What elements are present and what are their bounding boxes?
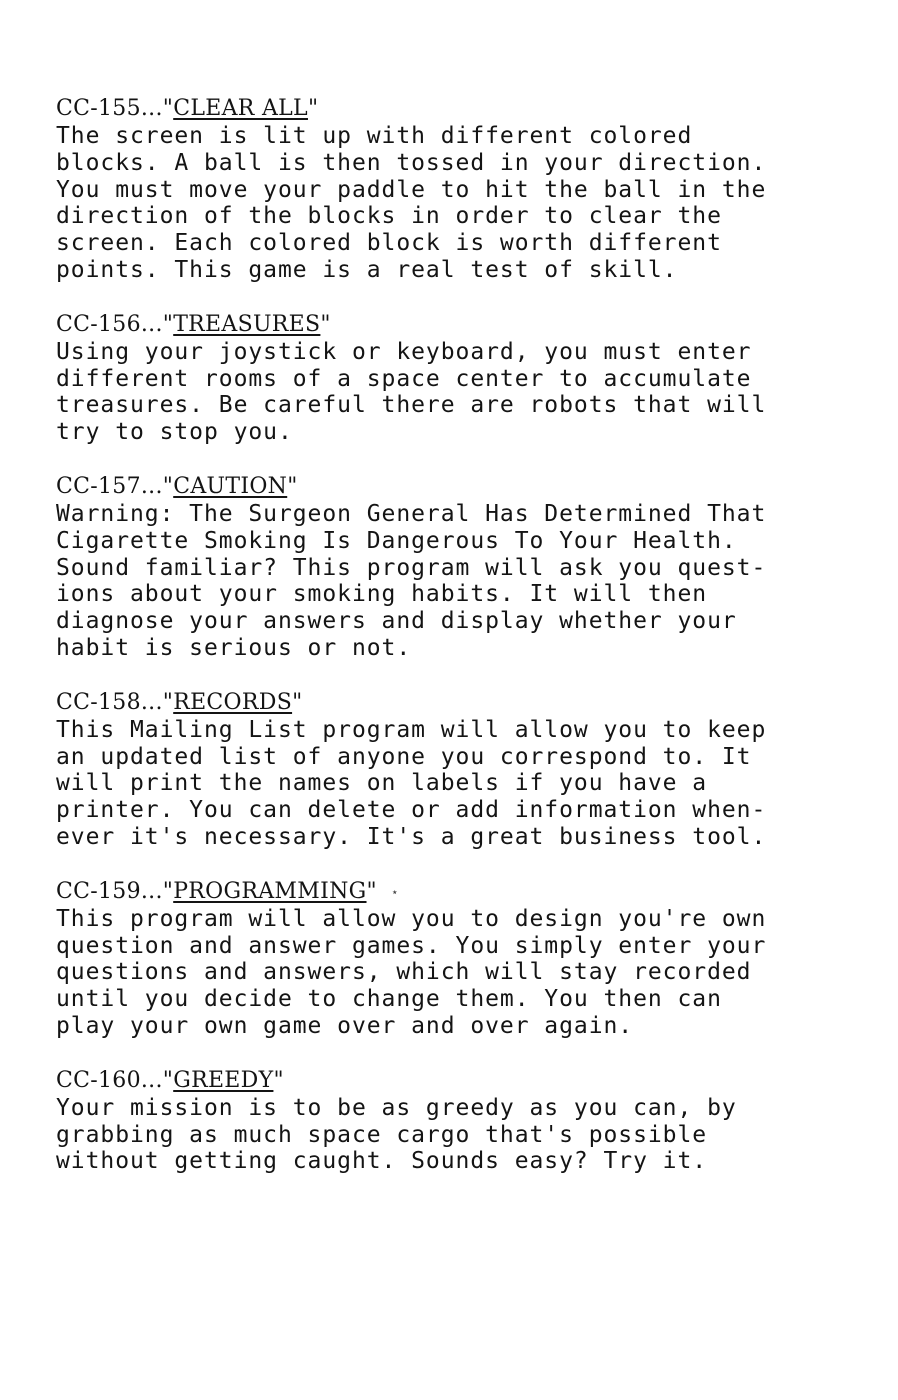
entry-title: CC-160..."GREEDY" [56,1067,284,1093]
entry-title: CC-155..."CLEAR ALL" [56,96,319,121]
entry-code: CC-156... [56,311,163,337]
description-line: Your mission is to be as greedy as you can, by [56,1094,737,1121]
stray-mark-icon: ⋆ [390,884,399,899]
description-line: This Mailing List program will allow you to keep [56,716,767,743]
entry-name: TREASURES [173,311,321,337]
description-line: Cigarette Smoking Is Dangerous To Your Health. [56,527,737,554]
entry-code: CC-158... [56,689,163,715]
description-line: points. This game is a real test of skill. [56,256,678,283]
catalog-page [56,95,856,1202]
description-line: treasures. Be careful there are robots that will [56,392,767,419]
description-line: an updated list of anyone you correspond to. It [56,743,752,770]
description-line: play your own game over and over again. [56,1012,634,1039]
description-line: The screen is lit up with different colored [56,123,693,149]
description-line: without getting caught. Sounds easy? Try it. [56,1148,708,1175]
description-line: habit is serious or not. [56,634,412,661]
description-line: printer. You can delete or add information when- [56,797,767,824]
description-line: Sound familiar? This program will ask you quest- [56,554,767,581]
entry-code: CC-159... [56,878,163,904]
description-line: ions about your smoking habits. It will then [56,581,708,608]
description-line: Using your joystick or keyboard, you must enter [56,338,752,365]
description-line: This program will allow you to design you're own [56,905,767,932]
catalog-entry [56,878,856,1040]
description-line: until you decide to change them. You then can [56,986,722,1013]
entry-title: CC-159..."PROGRAMMING" ⋆ [56,878,399,904]
catalog-entry [56,95,856,284]
catalog-entry [56,473,856,662]
description-line: diagnose your answers and display whether your [56,608,737,635]
entry-name: CLEAR ALL [173,96,308,121]
description-line: blocks. A ball is then tossed in your direction. [56,149,767,176]
entry-title: CC-156..."TREASURES" [56,311,331,337]
entry-name: RECORDS [173,689,293,715]
description-line: will print the names on labels if you have a [56,770,708,797]
entry-name: PROGRAMMING [173,878,367,904]
entry-title: CC-157..."CAUTION" [56,473,298,499]
catalog-entry [56,311,856,446]
description-line: screen. Each colored block is worth different [56,230,722,257]
description-line: Warning: The Surgeon General Has Determined That [56,500,767,527]
catalog-entry [56,689,856,851]
description-line: You must move your paddle to hit the ball in the [56,176,767,203]
entry-name: CAUTION [173,473,288,499]
entry-code: CC-155... [56,96,163,121]
description-line: direction of the blocks in order to clear the [56,203,722,230]
entry-title: CC-158..."RECORDS" [56,689,303,715]
entry-code: CC-160... [56,1067,163,1093]
description-line: question and answer games. You simply enter your [56,932,767,959]
entry-name: GREEDY [173,1067,274,1093]
entry-code: CC-157... [56,473,163,499]
description-line: try to stop you. [56,419,293,446]
description-line: questions and answers, which will stay recorded [56,959,752,986]
catalog-entry [56,1067,856,1175]
description-line: ever it's necessary. It's a great business tool. [56,823,767,850]
description-line: different rooms of a space center to accumulate [56,365,752,392]
description-line: grabbing as much space cargo that's possible [56,1121,708,1148]
